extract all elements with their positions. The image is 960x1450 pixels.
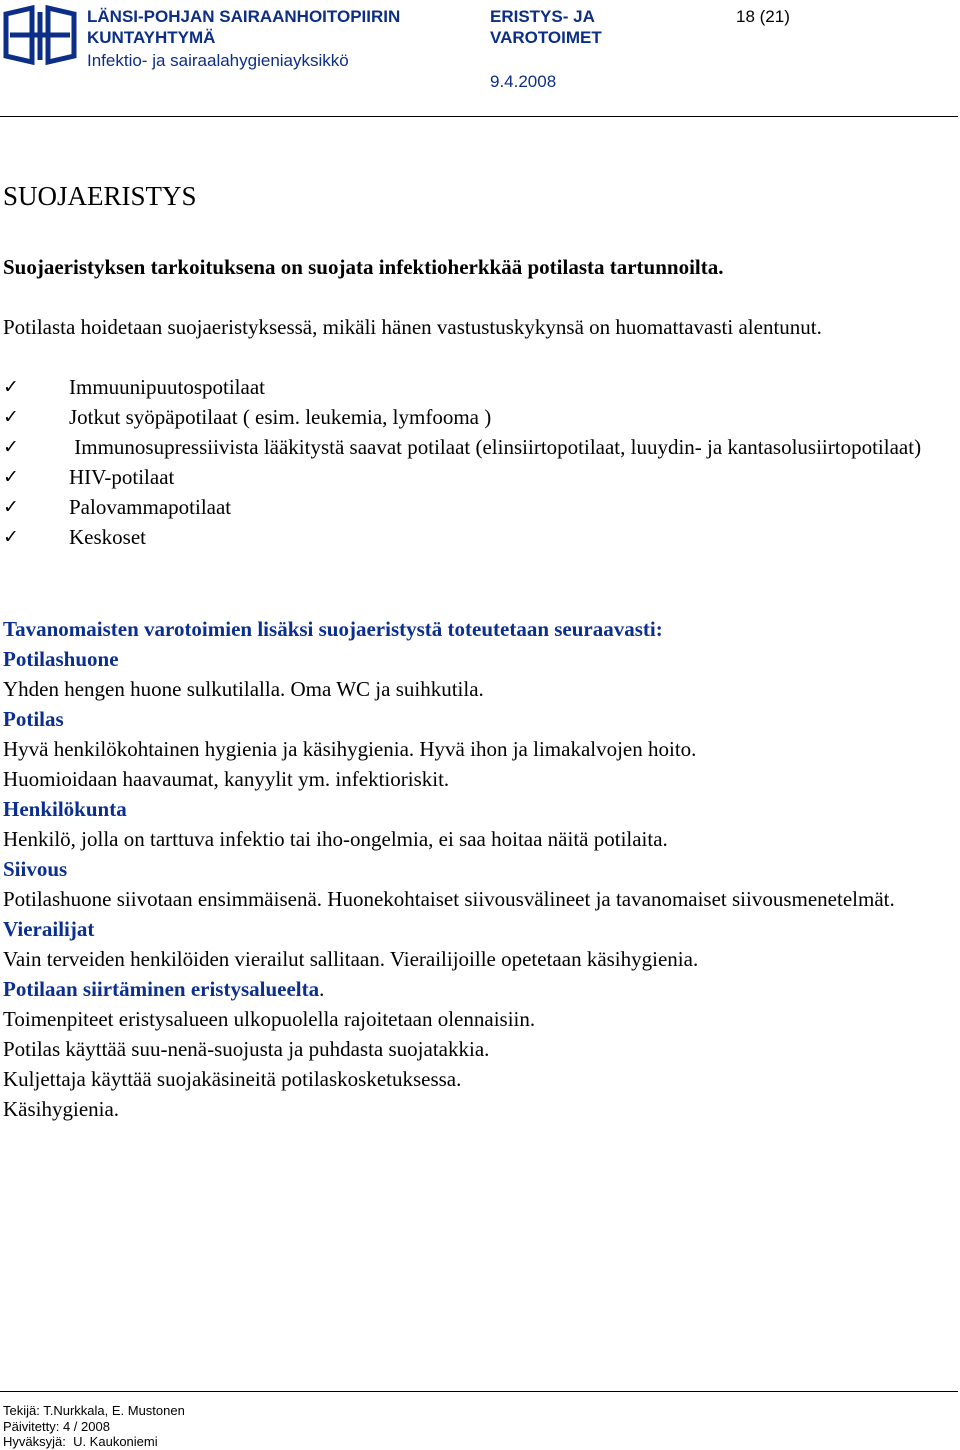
visitors-heading: Vierailijat [3,917,95,941]
footer-divider [0,1391,958,1392]
list-item [3,492,943,522]
room-text: Yhden hengen huone sulkutilalla. Oma WC ja suihkutila. [3,677,484,701]
patient-group-list [3,372,943,552]
list-item [3,372,943,402]
list-item-text: HIV-potilaat [69,465,175,489]
transfer-heading: Potilaan siirtäminen eristysalueelta [3,977,320,1001]
list-item [3,522,943,552]
organization-name [87,6,400,48]
section-title: SUOJAERISTYS [3,181,197,211]
document-date: 9.4.2008 [490,72,557,91]
staff-heading: Henkilökunta [3,797,127,821]
measures-section [3,614,948,1124]
list-item-text: Palovammapotilaat [69,495,232,519]
page-footer [3,1403,185,1450]
list-item-text: Immunosupressiivista lääkitystä saavat potilaat (elinsiirtopotilaat, luuydin- ja kantasolusiirtopotilaat) [69,435,922,459]
footer-author: Tekijä: T.Nurkkala, E. Mustonen [3,1403,185,1418]
organization-unit: Infektio- ja sairaalahygieniayksikkö [87,51,349,70]
header-divider [0,116,958,117]
list-item-text: Immuunipuutospotilaat [69,375,265,399]
list-item [3,402,943,432]
checkmark-icon: ✓ [3,496,19,518]
patient-text-1: Hyvä henkilökohtainen hygienia ja käsihygienia. Hyvä ihon ja limakalvojen hoito. [3,737,697,761]
list-item [3,432,943,462]
checkmark-icon: ✓ [3,466,19,488]
checkmark-icon: ✓ [3,376,19,398]
title-line-2: VAROTOIMET [490,28,602,47]
page-number: 18 (21) [736,7,790,26]
list-item-text: Keskoset [69,525,146,549]
measures-heading: Tavanomaisten varotoimien lisäksi suojaeristystä toteutetaan seuraavasti: [3,617,663,641]
checkmark-icon: ✓ [3,436,19,458]
checkmark-icon: ✓ [3,526,19,548]
org-line-2: KUNTAYHTYMÄ [87,28,216,47]
transfer-heading-line [3,974,948,1004]
cleaning-heading: Siivous [3,857,68,881]
room-heading: Potilashuone [3,647,119,671]
patient-text-2: Huomioidaan haavaumat, kanyylit ym. infektioriskit. [3,767,450,791]
checkmark-icon: ✓ [3,406,19,428]
transfer-line: Toimenpiteet eristysalueen ulkopuolella rajoitetaan olennaisiin. [3,1007,536,1031]
list-item [3,462,943,492]
footer-updated: Päivitetty: 4 / 2008 [3,1418,110,1434]
transfer-line: Potilas käyttää suu-nenä-suojusta ja puhdasta suojatakkia. [3,1037,490,1061]
intro-text: Potilasta hoidetaan suojaeristyksessä, mikäli hänen vastustuskykynsä on huomattavasti alentunut. [3,315,822,339]
document-title [490,6,602,48]
footer-approved: Hyväksyjä: U. Kaukoniemi [3,1434,158,1449]
org-line-1: LÄNSI-POHJAN SAIRAANHOITOPIIRIN [87,7,401,26]
cleaning-text: Potilashuone siivotaan ensimmäisenä. Huonekohtaiset siivousvälineet ja tavanomaiset siivousmenetelmät. [3,887,895,911]
page-header [0,0,960,120]
staff-text: Henkilö, jolla on tarttuva infektio tai iho-ongelmia, ei saa hoitaa näitä potilaita. [3,827,668,851]
transfer-line: Käsihygienia. [3,1097,120,1121]
visitors-text: Vain terveiden henkilöiden vierailut sallitaan. Vierailijoille opetetaan käsihygienia. [3,947,699,971]
hospital-district-logo [2,4,78,66]
patient-heading: Potilas [3,707,64,731]
purpose-text: Suojaeristyksen tarkoituksena on suojata infektioherkkää potilasta tartunnoilta. [3,255,724,279]
title-line-1: ERISTYS- JA [490,7,595,26]
list-item-text: Jotkut syöpäpotilaat ( esim. leukemia, lymfooma ) [69,405,492,429]
transfer-line: Kuljettaja käyttää suojakäsineitä potilaskosketuksessa. [3,1067,462,1091]
transfer-heading-period: . [319,977,325,1001]
